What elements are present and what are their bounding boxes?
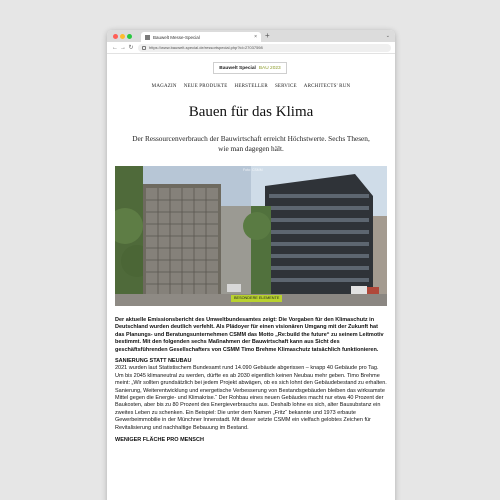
image-tag-badge[interactable]: BESONDERE ELEMENTE — [231, 295, 282, 302]
before-after-building-photo — [115, 166, 387, 306]
nav-item-magazin[interactable]: MAGAZIN — [151, 84, 177, 89]
nav-item-architects-run[interactable]: ARCHITECTS' RUN — [303, 84, 351, 89]
address-bar-row — [107, 42, 395, 54]
section-body-sanierung: 2021 wurden laut Statistischem Bundesamt rund 14.090 Gebäude abgerissen – knapp 40 Gebäude pro Tag. Um bis 2045 klimaneutral zu werden, dürfte es ab 2030 eigentlich keinen Neubau mehr geben. Timo Brehme meint: „Wir sollten grundsätzlich bei jedem Projekt abwägen, ob es sich lohnt den Gebäudebestand zu erhalten. Sanierung, Weiterentwicklung und energetische Verbesserung von Bestandsgebäuden bleiben das wirksamste Mittel gegen die Energie- und Klimakrise.“ Der Rohbau eines neuen Gebäudes macht nur etwa 40 Prozent der Baukosten, aber bis zu 80 Prozent des Energieverbrauchs aus. Deshalb lohne es sich, alter Bausubstanz ein zweites Leben zu schenken. Ein Beispiel: Die unter dem Namen „Fritz“ bekannte und 1973 erbaute Gewerbeimmobilie in der Münchner Innenstadt. Mit dieser setzte CSMM ein vielfach gelobtes Zeichen für Revitalisierung und nachhaltige Bebauung im Bestand. — [115, 365, 387, 431]
section-heading-sanierung: SANIERUNG STATT NEUBAU — [115, 358, 192, 365]
logo-main-text: Bauwelt Special — [219, 65, 256, 71]
tab-title: Bauwelt Messe-Special — [153, 34, 200, 40]
reload-icon[interactable]: ↻ — [128, 45, 134, 51]
article-body — [115, 317, 387, 445]
main-nav — [107, 84, 395, 89]
url-text: https://www.bauwelt-special.de/ressortspecial.php?id=27037598 — [149, 45, 263, 50]
browser-window — [107, 30, 395, 500]
nav-item-hersteller[interactable]: HERSTELLER — [234, 84, 268, 89]
tab-close-icon[interactable]: × — [254, 34, 257, 40]
new-tab-icon[interactable]: + — [265, 31, 270, 40]
minimize-window-button[interactable] — [120, 34, 125, 39]
maximize-window-button[interactable] — [127, 34, 132, 39]
site-logo[interactable] — [213, 62, 287, 74]
image-credit: Foto: CSMM — [243, 168, 263, 172]
tab-bar — [107, 30, 395, 42]
lock-icon — [142, 46, 146, 50]
nav-item-service[interactable]: SERVICE — [274, 84, 297, 89]
back-icon[interactable]: ← — [112, 44, 118, 51]
section-heading-flaeche: WENIGER FLÄCHE PRO MENSCH — [115, 437, 204, 444]
favicon-icon — [145, 35, 150, 40]
nav-item-neue-produkte[interactable]: NEUE PRODUKTE — [183, 84, 228, 89]
close-window-button[interactable] — [113, 34, 118, 39]
browser-tab[interactable] — [141, 32, 261, 42]
article-headline: Bauen für das Klima — [188, 104, 314, 120]
url-field[interactable] — [138, 44, 391, 52]
forward-icon[interactable]: → — [120, 44, 126, 51]
web-page — [107, 54, 395, 500]
chevron-down-icon[interactable]: ⌄ — [385, 33, 390, 39]
article-subheadline: Der Ressourcenverbrauch der Bauwirtschaft erreicht Höchstwerte. Sechs Thesen, wie man dagegen hält. — [132, 134, 370, 153]
logo-sub-text: BAU 2023 — [258, 65, 281, 71]
hero-image — [115, 166, 387, 306]
article-lead: Der aktuelle Emissionsbericht des Umweltbundesamtes zeigt: Die Vorgaben für den Klimaschutz in Deutschland wurden deutlich verfehlt. Als Plädoyer für einen visionären Umgang mit der Zukunft hat das Planungs- und Beratungsunternehmen CSMM das Motto „Re:build the future“ zu seinem Leitmotiv bestimmt. Mit den folgenden sechs Maßnahmen der Bauwirtschaft kann aus Sicht des geschäftsführenden Gesellschafters von CSMM Timo Brehme Klimaschutz tatsächlich funktionieren. — [115, 317, 384, 353]
